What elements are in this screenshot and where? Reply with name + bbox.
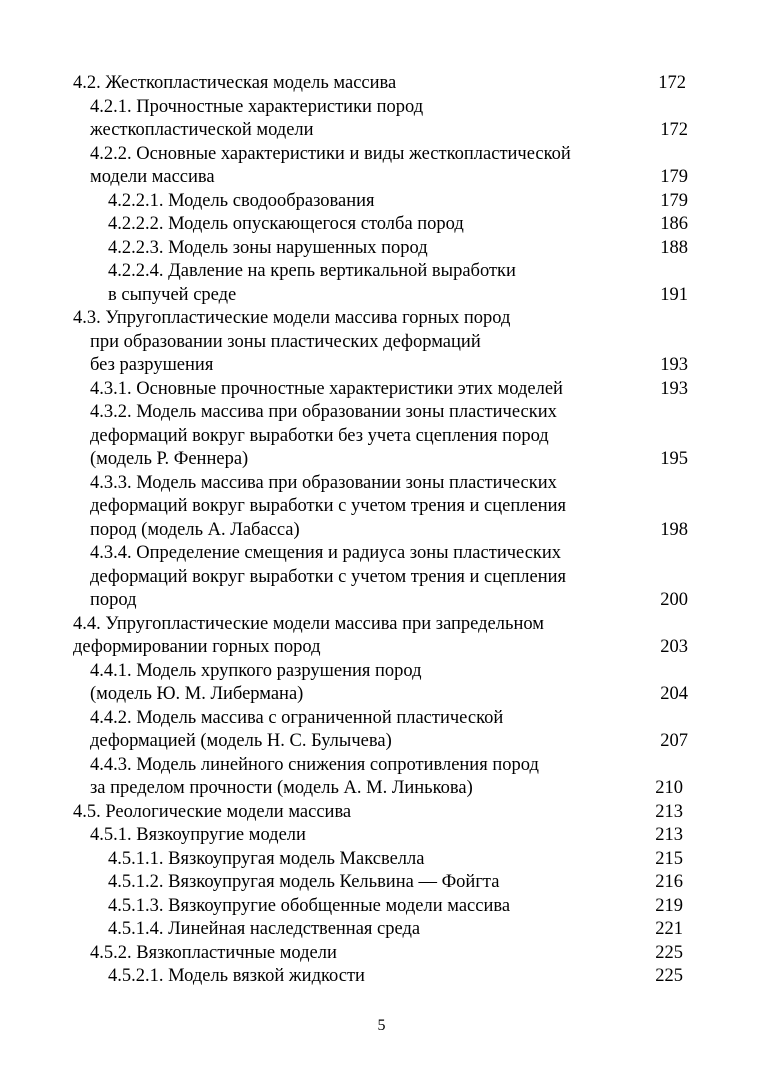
toc-entry-title: 4.2.1. Прочностные характеристики пород <box>90 96 424 117</box>
toc-entry-title: 4.5.2.1. Модель вязкой жидкости <box>108 966 365 986</box>
toc-entry-title: при образовании зоны пластических деформаций <box>90 331 481 352</box>
toc-entry <box>0 636 763 660</box>
toc-entry <box>0 72 763 96</box>
toc-entry <box>0 801 763 825</box>
toc-entry <box>0 707 763 731</box>
toc-entry-title: 4.3.1. Основные прочностные характеристики этих моделей <box>90 378 563 399</box>
toc-entry <box>0 119 763 143</box>
toc-entry <box>0 754 763 778</box>
toc-entry-title: 4.3.3. Модель массива при образовании зоны пластических <box>90 472 557 493</box>
toc-entry-title: (модель Ю. М. Либермана) <box>90 684 304 704</box>
toc-entry <box>0 96 763 120</box>
toc-entry-page: 188 <box>660 237 688 258</box>
toc-entry-page: 179 <box>660 190 688 211</box>
toc-entry-page: 207 <box>660 731 688 751</box>
toc-entry-title: (модель Р. Феннера) <box>90 449 249 469</box>
toc-entry <box>0 448 763 472</box>
toc-entry <box>0 660 763 684</box>
toc-entry-title: деформировании горных пород <box>73 637 321 657</box>
toc-entry-title: 4.4. Упругопластические модели массива при запредельном <box>73 613 544 634</box>
toc-entry-title: 4.2.2.2. Модель опускающегося столба пород <box>108 214 464 234</box>
toc-entry <box>0 472 763 496</box>
toc-entry-page: 186 <box>660 214 688 234</box>
toc-entry <box>0 166 763 190</box>
toc-entry-page: 204 <box>660 684 688 704</box>
toc-entry <box>0 143 763 167</box>
toc-entry <box>0 942 763 966</box>
toc-entry-title: 4.3.2. Модель массива при образовании зоны пластических <box>90 402 557 422</box>
toc-entry <box>0 495 763 519</box>
toc-entry-page: 191 <box>660 284 688 305</box>
toc-entry-page: 203 <box>660 637 688 657</box>
toc-entry <box>0 824 763 848</box>
toc-entry-page: 193 <box>660 355 688 375</box>
toc-entry-title: 4.2.2. Основные характеристики и виды жесткопластической <box>90 143 571 164</box>
toc-entry-title: 4.3. Упругопластические модели массива горных пород <box>73 308 511 328</box>
toc-entry-title: деформаций вокруг выработки без учета сцепления пород <box>90 425 549 446</box>
toc-entry-title: жесткопластической модели <box>90 120 314 140</box>
toc-entry <box>0 918 763 942</box>
toc-entry-page: 221 <box>655 919 683 939</box>
toc-entry <box>0 730 763 754</box>
toc-entry-page: 213 <box>655 825 683 845</box>
toc-entry-title: 4.5.1.1. Вязкоупругая модель Максвелла <box>108 848 425 869</box>
toc-entry-page: 200 <box>660 590 688 610</box>
toc-entry-page: 225 <box>655 942 683 963</box>
toc-entry <box>0 683 763 707</box>
page-number: 5 <box>377 1017 386 1034</box>
table-of-contents <box>0 72 763 989</box>
toc-entry-title: 4.4.1. Модель хрупкого разрушения пород <box>90 660 422 681</box>
toc-entry-page: 198 <box>660 519 688 540</box>
toc-entry <box>0 284 763 308</box>
toc-entry <box>0 354 763 378</box>
toc-entry-title: пород (модель А. Лабасса) <box>90 519 300 540</box>
toc-entry-title: деформацией (модель Н. С. Булычева) <box>90 731 392 751</box>
toc-entry-title: в сыпучей среде <box>108 284 237 305</box>
toc-entry-title: 4.5. Реологические модели массива <box>73 801 352 822</box>
toc-entry <box>0 425 763 449</box>
toc-entry-title: пород <box>90 590 137 610</box>
toc-entry-title: 4.2.2.4. Давление на крепь вертикальной выработки <box>108 261 516 281</box>
toc-entry-title: 4.2.2.3. Модель зоны нарушенных пород <box>108 237 428 258</box>
toc-entry-title: 4.5.1. Вязкоупругие модели <box>90 825 306 845</box>
toc-entry <box>0 378 763 402</box>
toc-entry-title: 4.4.2. Модель массива с ограниченной пластической <box>90 707 504 728</box>
toc-entry-page: 219 <box>655 895 683 916</box>
toc-entry-page: 213 <box>655 801 683 822</box>
toc-entry <box>0 848 763 872</box>
toc-entry-title: модели массива <box>90 167 215 187</box>
toc-entry-title: 4.5.1.2. Вязкоупругая модель Кельвина — Фойгта <box>108 872 500 892</box>
toc-entry-title: деформаций вокруг выработки с учетом трения и сцепления <box>90 496 567 516</box>
toc-entry <box>0 965 763 989</box>
toc-entry-page: 210 <box>655 778 683 798</box>
toc-entry <box>0 613 763 637</box>
toc-entry-page: 216 <box>655 872 683 892</box>
toc-entry-page: 172 <box>660 120 688 140</box>
toc-entry <box>0 777 763 801</box>
toc-entry <box>0 401 763 425</box>
toc-entry-title: 4.4.3. Модель линейного снижения сопротивления пород <box>90 754 539 775</box>
toc-entry <box>0 260 763 284</box>
toc-entry <box>0 307 763 331</box>
toc-entry-title: деформаций вокруг выработки с учетом трения и сцепления <box>90 566 567 587</box>
toc-entry <box>0 566 763 590</box>
toc-entry <box>0 190 763 214</box>
toc-entry <box>0 519 763 543</box>
toc-entry-page: 172 <box>658 73 686 93</box>
toc-entry-title: за пределом прочности (модель А. М. Линькова) <box>90 778 473 798</box>
toc-entry <box>0 871 763 895</box>
toc-entry <box>0 213 763 237</box>
toc-entry-page: 195 <box>660 449 688 469</box>
toc-entry-page: 225 <box>655 966 683 986</box>
toc-entry <box>0 331 763 355</box>
toc-entry-title: 4.5.1.4. Линейная наследственная среда <box>108 919 421 939</box>
toc-entry-page: 215 <box>655 848 683 869</box>
toc-entry <box>0 589 763 613</box>
toc-entry-page: 193 <box>660 378 688 399</box>
toc-entry-page: 179 <box>660 167 688 187</box>
toc-entry-title: без разрушения <box>90 355 214 375</box>
toc-entry <box>0 542 763 566</box>
toc-entry-title: 4.2.2.1. Модель сводообразования <box>108 190 375 211</box>
toc-entry-title: 4.2. Жесткопластическая модель массива <box>73 73 397 93</box>
toc-entry <box>0 895 763 919</box>
toc-entry-title: 4.3.4. Определение смещения и радиуса зоны пластических <box>90 543 562 563</box>
toc-entry <box>0 237 763 261</box>
toc-entry-title: 4.5.1.3. Вязкоупругие обобщенные модели массива <box>108 895 511 916</box>
toc-entry-title: 4.5.2. Вязкопластичные модели <box>90 942 337 963</box>
